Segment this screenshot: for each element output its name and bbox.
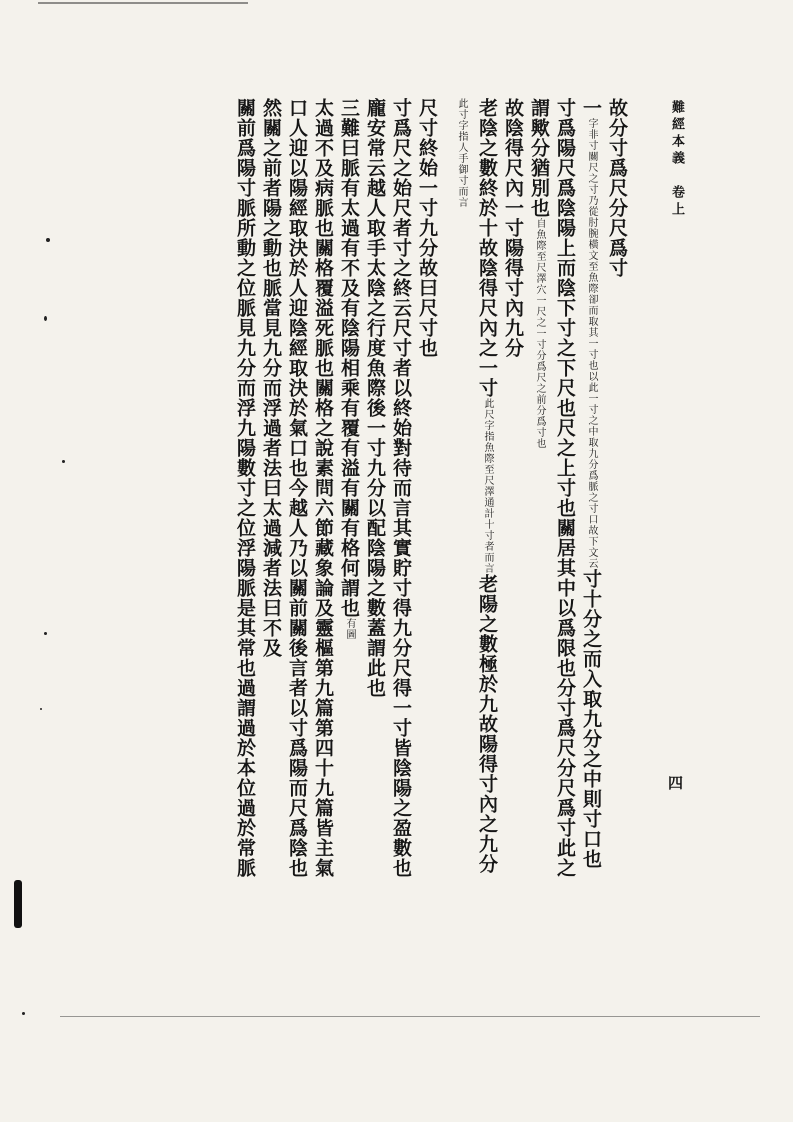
speck — [44, 316, 47, 321]
book-title: 難經本義 — [669, 100, 684, 168]
text-column: 故陰得尺內一寸陽得寸內九分 — [502, 98, 524, 358]
annotation-note: 自魚際至尺澤穴一尺之一寸分爲尺之前分爲寸也 — [534, 218, 545, 449]
scan-edge-top — [38, 2, 248, 4]
scan-smudge — [14, 880, 22, 928]
annotation-note: 此寸字指人手御寸而言 — [456, 98, 467, 208]
text-column: 太過不及病脈也關格覆溢死脈也關格之說素問六節藏象論及靈樞第九篇第四十九篇皆主氣 — [312, 98, 334, 878]
text-column: 故分寸爲尺分尺爲寸 — [606, 98, 628, 278]
scan-edge-bottom — [60, 1016, 760, 1017]
annotation-note: 有圖 — [344, 618, 355, 640]
text-column: 一字非寸關尺之寸乃從肘腕橫文至魚際卻而取其一寸也以此一寸之中取九分爲脈之寸口故下文云寸十分之而入取九分之中則寸口也 — [580, 98, 602, 869]
text-column: 關前爲陽寸脈所動之位脈見九分而浮九陽數寸之位浮陽脈是其常也過謂過於本位過於常脈 — [234, 98, 256, 878]
text-column: 寸爲陽尺爲陰陽上而陰下寸之下尺也尺之上寸也關居其中以爲限也分寸爲尺分尺爲寸此之 — [554, 98, 576, 878]
text-column: 龐安常云越人取手太陰之行度魚際後一寸九分以配陰陽之數蓋謂此也 — [364, 98, 386, 698]
running-header — [662, 100, 686, 219]
text-column: 老陰之數終於十故陰得尺內之一寸此尺字指魚際至尺澤通計十寸者而言老陽之數極於九故陽得寸內之九分此寸字指人手御寸而言 — [456, 98, 498, 874]
speck — [40, 708, 42, 710]
volume-label: 卷上 — [669, 185, 684, 219]
page-number: 四 — [666, 775, 684, 790]
text-column: 寸爲尺之始尺者寸之終云尺寸者以終始對待而言其實貯寸得九分尺得一寸皆陰陽之盈數也 — [390, 98, 412, 878]
text-column: 三難曰脈有太過有不及有陰陽相乘有覆有溢有關有格何謂也有圖 — [338, 98, 360, 640]
main-text — [140, 98, 630, 928]
speck — [62, 460, 65, 463]
speck — [46, 238, 50, 242]
annotation-note: 此尺字指魚際至尺澤通計十寸者而言 — [482, 398, 493, 574]
text-column: 口人迎以陽經取決於人迎陰經取決於氣口也今越人乃以關前關後言者以寸爲陽而尺爲陰也 — [286, 98, 308, 878]
speck — [44, 632, 47, 635]
speck — [22, 1012, 25, 1015]
text-column: 然關之前者陽之動也脈當見九分而浮過者法曰太過減者法曰不及 — [260, 98, 282, 658]
text-column: 謂歟分猶別也自魚際至尺澤穴一尺之一寸分爲尺之前分爲寸也 — [528, 98, 550, 449]
annotation-note: 字非寸關尺之寸乃從肘腕橫文至魚際卻而取其一寸也以此一寸之中取九分爲脈之寸口故下文云 — [586, 118, 597, 569]
text-column: 尺寸終始一寸九分故曰尺寸也 — [416, 98, 438, 358]
